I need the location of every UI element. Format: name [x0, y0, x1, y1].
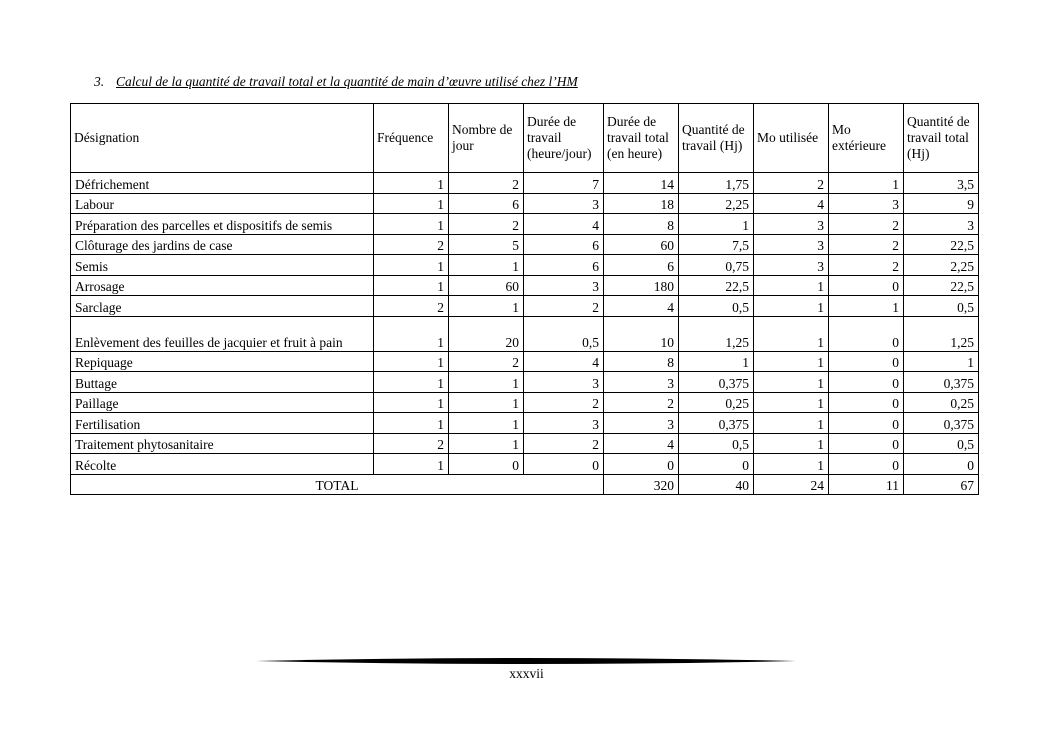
table-row	[71, 392, 979, 413]
table-cell: 1	[374, 454, 449, 475]
table-cell: 1	[449, 296, 524, 317]
row-label: Traitement phytosanitaire	[71, 433, 374, 454]
table-cell: 4	[524, 351, 604, 372]
table-cell: 2	[449, 214, 524, 235]
table-cell: 0,5	[904, 433, 979, 454]
table-cell: 1	[754, 413, 829, 434]
table-cell: 1	[904, 351, 979, 372]
table-cell: 1	[829, 173, 904, 194]
header-quantite-totale: Quantité de travail total (Hj)	[904, 104, 979, 173]
table-cell: 0,75	[679, 255, 754, 276]
table-cell: 1	[754, 433, 829, 454]
table-row	[71, 316, 979, 351]
table-cell: 1	[754, 296, 829, 317]
table-cell: 4	[524, 214, 604, 235]
table-row	[71, 173, 979, 194]
row-label: Paillage	[71, 392, 374, 413]
table-cell: 6	[524, 255, 604, 276]
table-cell: 0	[829, 433, 904, 454]
total-label: TOTAL	[71, 474, 604, 495]
row-label: Fertilisation	[71, 413, 374, 434]
table-row	[71, 351, 979, 372]
table-cell: 3	[904, 214, 979, 235]
table-cell: 1	[374, 214, 449, 235]
row-label: Préparation des parcelles et dispositifs de semis	[71, 214, 374, 235]
table-cell: 60	[604, 234, 679, 255]
table-row	[71, 214, 979, 235]
row-label: Repiquage	[71, 351, 374, 372]
section-heading	[94, 74, 578, 90]
table-cell: 20	[449, 316, 524, 351]
table-cell: 9	[904, 193, 979, 214]
table-cell: 1	[374, 316, 449, 351]
table-cell: 1	[829, 296, 904, 317]
table-cell: 22,5	[904, 234, 979, 255]
table-cell: 1,75	[679, 173, 754, 194]
table-cell: 2	[754, 173, 829, 194]
table-cell: 0	[829, 351, 904, 372]
table-cell: 1	[754, 372, 829, 393]
table-cell: 4	[754, 193, 829, 214]
table-cell: 0,5	[679, 296, 754, 317]
table-cell: 3	[524, 193, 604, 214]
table-cell: 1	[754, 392, 829, 413]
table-cell: 2	[374, 234, 449, 255]
table-row	[71, 372, 979, 393]
table-cell: 3,5	[904, 173, 979, 194]
table-cell: 2	[829, 214, 904, 235]
table-cell: 1	[449, 372, 524, 393]
table-cell: 2	[374, 296, 449, 317]
table-cell: 18	[604, 193, 679, 214]
table-cell: 1,25	[904, 316, 979, 351]
table-cell: 3	[524, 413, 604, 434]
table-cell: 3	[604, 372, 679, 393]
table-cell: 6	[604, 255, 679, 276]
table-cell: 1	[754, 316, 829, 351]
table-cell: 4	[604, 433, 679, 454]
labour-table	[70, 103, 979, 495]
table-cell: 3	[604, 413, 679, 434]
table-cell: 3	[524, 372, 604, 393]
table-cell: 6	[524, 234, 604, 255]
table-cell: 8	[604, 214, 679, 235]
table-cell: 1	[449, 392, 524, 413]
table-cell: 1	[449, 255, 524, 276]
row-label: Buttage	[71, 372, 374, 393]
total-cell: 40	[679, 474, 754, 495]
table-cell: 0	[829, 316, 904, 351]
table-cell: 0,375	[679, 372, 754, 393]
table-cell: 1	[754, 351, 829, 372]
total-row	[71, 474, 979, 495]
table-row	[71, 234, 979, 255]
row-label: Semis	[71, 255, 374, 276]
table-row	[71, 296, 979, 317]
row-label: Clôturage des jardins de case	[71, 234, 374, 255]
header-nombre-jour: Nombre de jour	[449, 104, 524, 173]
table-cell: 0,375	[904, 372, 979, 393]
table-cell: 1	[679, 214, 754, 235]
table-cell: 2,25	[904, 255, 979, 276]
header-quantite-travail: Quantité de travail (Hj)	[679, 104, 754, 173]
row-label: Défrichement	[71, 173, 374, 194]
table-row	[71, 454, 979, 475]
table-row	[71, 255, 979, 276]
table-cell: 1	[449, 433, 524, 454]
table-cell: 14	[604, 173, 679, 194]
table-cell: 180	[604, 275, 679, 296]
table-cell: 60	[449, 275, 524, 296]
total-cell: 24	[754, 474, 829, 495]
table-cell: 1	[374, 255, 449, 276]
table-cell: 22,5	[904, 275, 979, 296]
table-cell: 7	[524, 173, 604, 194]
table-cell: 1	[374, 173, 449, 194]
table-cell: 0,25	[679, 392, 754, 413]
footer-rule	[256, 656, 796, 666]
table-cell: 1	[679, 351, 754, 372]
page-number: xxxvii	[509, 666, 544, 681]
table-cell: 8	[604, 351, 679, 372]
table-cell: 4	[604, 296, 679, 317]
table-cell: 2,25	[679, 193, 754, 214]
header-duree-totale: Durée de travail total (en heure)	[604, 104, 679, 173]
header-duree-travail: Durée de travail (heure/jour)	[524, 104, 604, 173]
table-cell: 10	[604, 316, 679, 351]
table-cell: 1	[754, 454, 829, 475]
header-mo-exterieure: Mo extérieure	[829, 104, 904, 173]
table-cell: 2	[374, 433, 449, 454]
section-number: 3.	[94, 74, 105, 89]
table-cell: 0,375	[679, 413, 754, 434]
table-cell: 0	[604, 454, 679, 475]
table-cell: 1	[374, 372, 449, 393]
table-cell: 0	[829, 392, 904, 413]
table-cell: 0,5	[679, 433, 754, 454]
table-cell: 1	[374, 193, 449, 214]
table-cell: 0	[829, 413, 904, 434]
table-cell: 1	[374, 413, 449, 434]
table-cell: 1	[374, 351, 449, 372]
table-cell: 2	[449, 173, 524, 194]
table-cell: 1,25	[679, 316, 754, 351]
total-cell: 320	[604, 474, 679, 495]
table-row	[71, 433, 979, 454]
header-designation: Désignation	[71, 104, 374, 173]
table-cell: 2	[524, 433, 604, 454]
table-cell: 6	[449, 193, 524, 214]
table-cell: 1	[754, 275, 829, 296]
table-cell: 0	[679, 454, 754, 475]
table-row	[71, 193, 979, 214]
table-cell: 1	[449, 413, 524, 434]
header-row	[71, 104, 979, 173]
table-cell: 7,5	[679, 234, 754, 255]
row-label: Sarclage	[71, 296, 374, 317]
table-cell: 2	[524, 392, 604, 413]
table-cell: 3	[829, 193, 904, 214]
table-cell: 22,5	[679, 275, 754, 296]
row-label: Labour	[71, 193, 374, 214]
table-cell: 1	[374, 275, 449, 296]
table-cell: 3	[754, 234, 829, 255]
table-cell: 3	[754, 214, 829, 235]
table-cell: 0	[829, 454, 904, 475]
table-cell: 3	[754, 255, 829, 276]
total-cell: 67	[904, 474, 979, 495]
table-cell: 0,5	[524, 316, 604, 351]
row-label: Récolte	[71, 454, 374, 475]
table-cell: 0	[904, 454, 979, 475]
section-title: Calcul de la quantité de travail total et la quantité de main d’œuvre utilisé chez l’HM	[116, 74, 578, 89]
table-cell: 1	[374, 392, 449, 413]
table-cell: 2	[449, 351, 524, 372]
table-cell: 3	[524, 275, 604, 296]
table-cell: 0	[524, 454, 604, 475]
table-cell: 2	[524, 296, 604, 317]
table-cell: 0	[829, 275, 904, 296]
table-cell: 5	[449, 234, 524, 255]
table-cell: 2	[829, 234, 904, 255]
table-cell: 0	[829, 372, 904, 393]
header-mo-utilisee: Mo utilisée	[754, 104, 829, 173]
total-cell: 11	[829, 474, 904, 495]
table-cell: 0,375	[904, 413, 979, 434]
table-row	[71, 413, 979, 434]
row-label: Arrosage	[71, 275, 374, 296]
table-cell: 2	[604, 392, 679, 413]
header-frequence: Fréquence	[374, 104, 449, 173]
table-cell: 0,5	[904, 296, 979, 317]
table-row	[71, 275, 979, 296]
table-cell: 0	[449, 454, 524, 475]
row-label: Enlèvement des feuilles de jacquier et fruit à pain	[71, 316, 374, 351]
table-cell: 0,25	[904, 392, 979, 413]
table-cell: 2	[829, 255, 904, 276]
